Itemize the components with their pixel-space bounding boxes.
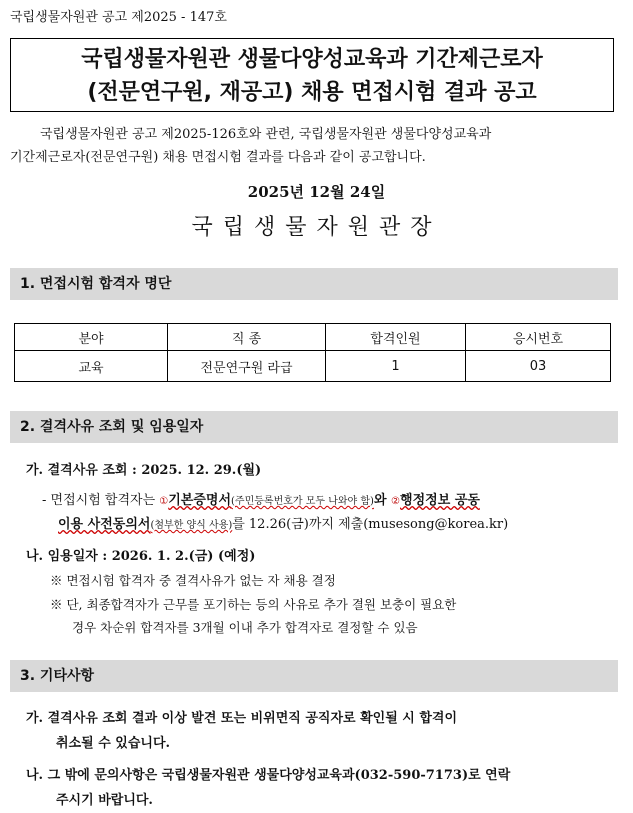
cell-number: 03	[466, 351, 611, 382]
submit-line-1: - 면접시험 합격자는 ①기본증명서(주민등록번호가 모두 나와야 함)와 ②행정정보 공동	[42, 493, 480, 508]
cell-count: 1	[326, 351, 466, 382]
notice-number: 국립생물자원관 공고 제2025 - 147호	[10, 10, 227, 25]
section-2-header: 2. 결격사유 조회 및 임용일자	[10, 411, 618, 443]
circled-2: ②	[391, 496, 401, 507]
intro-line-2: 기간제근로자(전문연구원) 채용 면접시험 결과를 다음과 같이 공고합니다.	[10, 150, 426, 165]
circled-1: ①	[159, 496, 169, 507]
notice-date: 2025년 12월 24일	[247, 183, 386, 201]
col-count: 합격인원	[326, 324, 466, 351]
note-2-line-1: ※ 단, 최종합격자가 근무를 포기하는 등의 사유로 추가 결원 보충이 필요한	[50, 597, 457, 612]
submit-deadline: 를 12.26(금)까지 제출(musesong@korea.kr)	[232, 517, 509, 532]
title-line-2: (전문연구원, 재공고) 채용 면접시험 결과 공고	[87, 80, 537, 105]
title-line-1: 국립생물자원관 생물다양성교육과 기간제근로자	[81, 47, 543, 72]
submit-line-2: 이용 사전동의서(첨부한 양식 사용)를 12.26(금)까지 제출(musesong@korea.kr)	[58, 517, 509, 532]
org-head: 국립생물자원관장	[191, 215, 442, 240]
col-job: 직 종	[168, 324, 326, 351]
intro-line-1: 국립생물자원관 공고 제2025-126호와 관련, 국립생물자원관 생물다양성교육과	[40, 127, 492, 142]
table-row	[15, 351, 611, 382]
check-date: 가. 결격사유 조회 : 2025. 12. 29.(월)	[26, 463, 262, 478]
doc-1: 기본증명서	[168, 493, 232, 508]
col-number: 응시번호	[466, 324, 611, 351]
col-field: 분야	[15, 324, 168, 351]
cell-job: 전문연구원 라급	[168, 351, 326, 382]
note-1: ※ 면접시험 합격자 중 결격사유가 없는 자 채용 결정	[50, 573, 336, 588]
etc-b-line-1: 나. 그 밖에 문의사항은 국립생물자원관 생물다양성교육과(032-590-7173)로 연락	[26, 768, 511, 783]
cell-field: 교육	[15, 351, 168, 382]
appointment-date: 나. 임용일자 : 2026. 1. 2.(금) (예정)	[26, 549, 256, 564]
result-table	[14, 323, 611, 382]
section-3-header: 3. 기타사항	[10, 660, 618, 692]
doc-2: 행정정보 공동	[400, 493, 480, 508]
etc-b-line-2: 주시기 바랍니다.	[56, 793, 153, 808]
note-2-line-2: 경우 차순위 합격자를 3개월 이내 추가 합격자로 결정할 수 있음	[72, 620, 418, 635]
etc-a-line-2: 취소될 수 있습니다.	[56, 736, 171, 751]
document-title	[10, 38, 614, 112]
table-header-row	[15, 324, 611, 351]
etc-a-line-1: 가. 결격사유 조회 결과 이상 발견 또는 비위면직 공직자로 확인될 시 합격이	[26, 711, 458, 726]
section-1-header: 1. 면접시험 합격자 명단	[10, 268, 618, 300]
